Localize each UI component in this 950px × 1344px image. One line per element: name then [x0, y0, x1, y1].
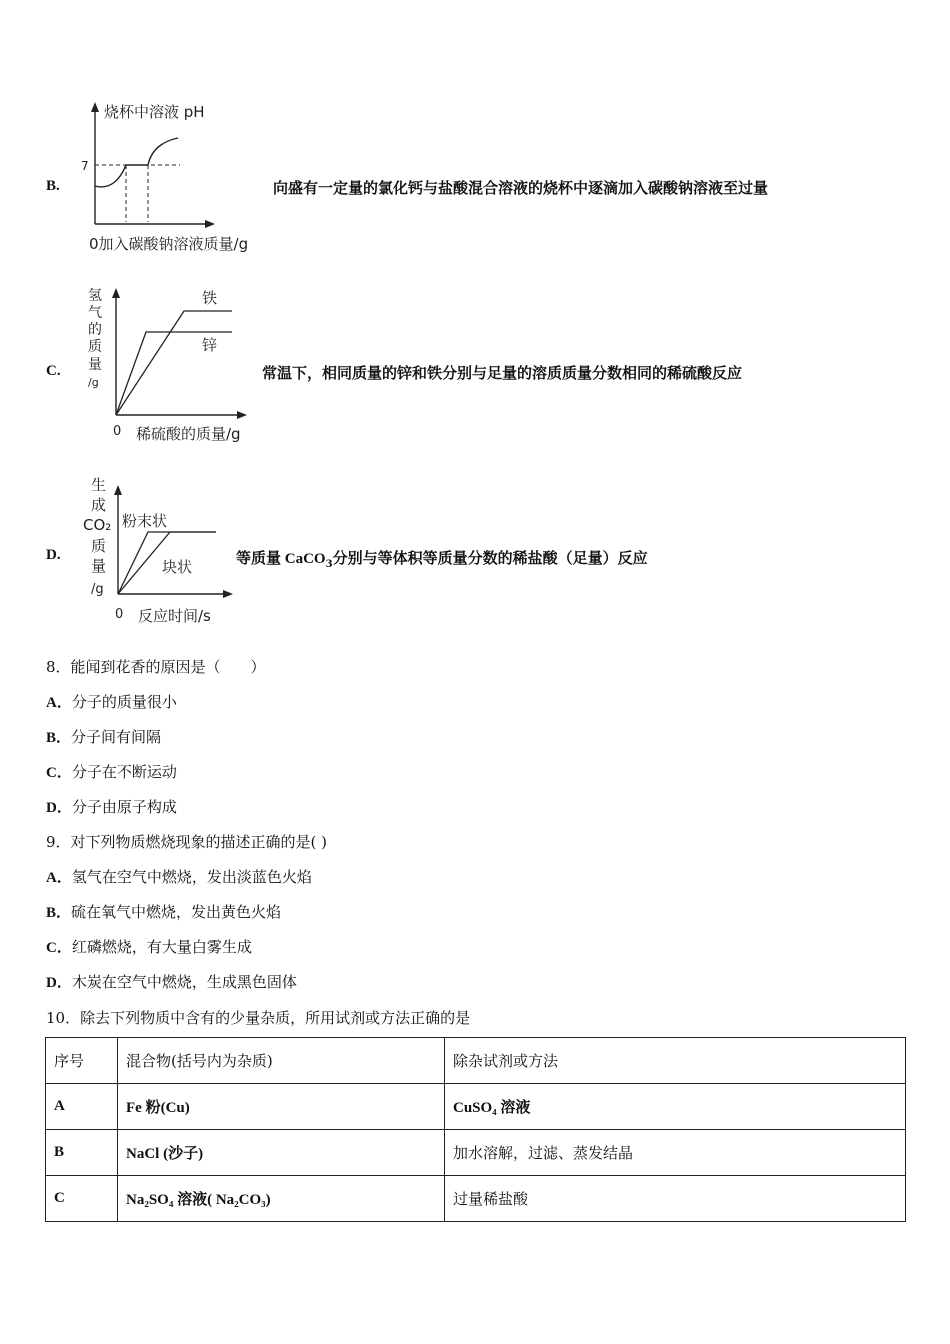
row-id: C	[46, 1176, 118, 1222]
y-label-char-6: /g	[91, 582, 104, 597]
option-d-letter: D.	[46, 547, 61, 563]
y-label-char-2: 成	[91, 496, 107, 514]
iron-line	[116, 311, 232, 415]
lump-label: 块状	[162, 558, 193, 576]
option-d-description: 等质量 CaCO$_3$分别与等体积等质量分数的稀盐酸（足量）反应	[236, 549, 648, 570]
q10-stem: 10．除去下列物质中含有的少量杂质，所用试剂或方法正确的是	[46, 1009, 471, 1027]
y-label-char-6: /g	[88, 376, 99, 389]
row-method: CuSO₄ 溶液	[445, 1084, 906, 1130]
y-label-char-1: 氢	[88, 288, 102, 304]
row-id: B	[46, 1130, 118, 1176]
header-method: 除杂试剂或方法	[445, 1038, 906, 1084]
y-label-char-2: 气	[88, 305, 102, 321]
origin-label: 0	[115, 607, 124, 622]
powder-label: 粉末状	[122, 512, 168, 530]
hydrogen-graph	[80, 283, 280, 445]
q8-stem: 8．能闻到花香的原因是（ ）	[46, 658, 266, 676]
q8-option-c: C．分子在不断运动	[46, 763, 177, 781]
row-id: A	[46, 1084, 118, 1130]
y-label-char-3: 的	[88, 322, 102, 338]
row-mixture: Na₂SO₄ 溶液( Na₂CO₃)	[118, 1176, 445, 1222]
row-method: 过量稀盐酸	[445, 1176, 906, 1222]
y-axis-label: 烧杯中溶液 pH	[104, 103, 205, 121]
iron-label: 铁	[202, 289, 218, 307]
q9-stem: 9．对下列物质燃烧现象的描述正确的是( )	[46, 833, 328, 851]
row-mixture: NaCl (沙子)	[118, 1130, 445, 1176]
y-axis-arrow	[112, 288, 120, 298]
table-header-row	[46, 1038, 906, 1084]
table-row	[46, 1130, 906, 1176]
row-mixture: Fe 粉(Cu)	[118, 1084, 445, 1130]
option-b-description: 向盛有一定量的氯化钙与盐酸混合溶液的烧杯中逐滴加入碳酸钠溶液至过量	[273, 179, 769, 197]
x-axis-label: 0加入碳酸钠溶液质量/g	[89, 235, 249, 253]
ph-7-tick: 7	[81, 159, 89, 173]
q9-option-c: C．红磷燃烧，有大量白雾生成	[46, 938, 252, 956]
x-axis-arrow	[205, 220, 215, 228]
row-method: 加水溶解，过滤、蒸发结晶	[445, 1130, 906, 1176]
y-label-char-1: 生	[91, 476, 107, 494]
x-axis-arrow	[223, 590, 233, 598]
y-label-char-4: 质	[88, 339, 102, 355]
header-id: 序号	[46, 1038, 118, 1084]
y-label-char-5: 量	[91, 557, 107, 575]
option-b-letter: B.	[46, 178, 60, 194]
option-c-letter: C.	[46, 363, 61, 379]
origin-label: 0	[113, 424, 122, 439]
q8-option-b: B．分子间有间隔	[46, 728, 162, 746]
zinc-label: 锌	[202, 336, 218, 354]
table-row	[46, 1084, 906, 1130]
x-axis-arrow	[237, 411, 247, 419]
q9-option-b: B．硫在氧气中燃烧，发出黄色火焰	[46, 903, 282, 921]
ph-graph	[80, 98, 280, 256]
y-label-char-4: 质	[91, 537, 107, 555]
x-axis-label: 稀硫酸的质量/g	[136, 425, 241, 443]
y-label-char-5: 量	[88, 357, 102, 373]
table-row	[46, 1176, 906, 1222]
impurity-table	[45, 1037, 906, 1222]
y-label-char-3: CO₂	[83, 516, 112, 534]
option-c-description: 常温下，相同质量的锌和铁分别与足量的溶质质量分数相同的稀硫酸反应	[262, 364, 743, 382]
x-axis-label: 反应时间/s	[138, 607, 211, 625]
q8-option-d: D．分子由原子构成	[46, 798, 177, 816]
y-axis-arrow	[114, 485, 122, 495]
header-mixture: 混合物(括号内为杂质)	[118, 1038, 445, 1084]
q9-option-a: A．氢气在空气中燃烧，发出淡蓝色火焰	[46, 868, 312, 886]
q8-option-a: A．分子的质量很小	[46, 693, 177, 711]
q9-option-d: D．木炭在空气中燃烧，生成黑色固体	[46, 973, 297, 991]
y-axis-arrow	[91, 102, 99, 112]
ph-curve	[95, 138, 178, 187]
